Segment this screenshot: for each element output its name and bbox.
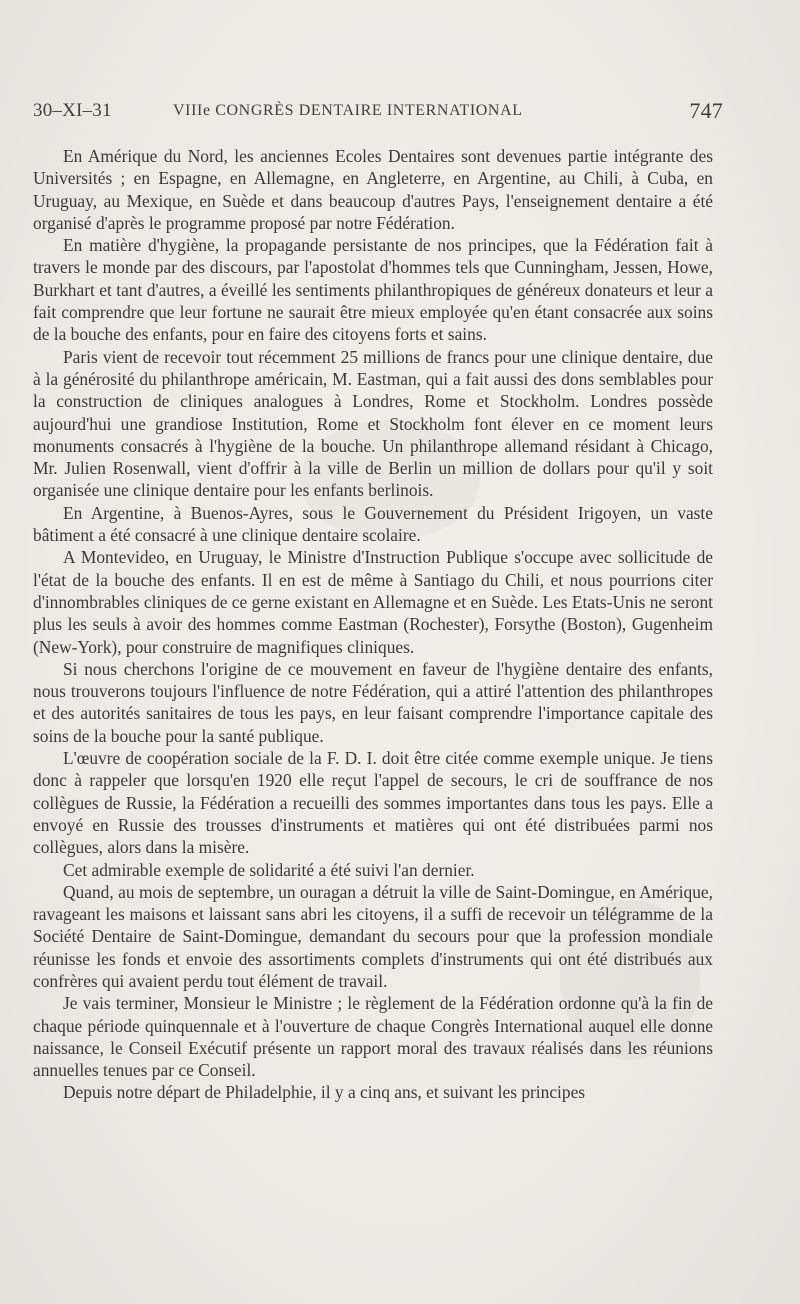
paragraph: Cet admirable exemple de solidarité a été suivi l'an dernier.: [63, 859, 475, 880]
paragraph: En matière d'hygiène, la propagande persistante de nos principes, que la Fédération fait à travers le monde par des discours, par l'apostolat d'hommes tels que Cunningham, Jessen, Howe, Burkhart et tant d'autres, a éveillé les sentiments philanthropiques de généreux donateurs et leur a fait comprendre que leur fortune ne saurait être mieux employée qu'en étant consacrée aux soins de la bouche des enfants, pour en faire des citoyens forts et sains.: [33, 235, 713, 345]
running-head: [33, 98, 723, 126]
paragraph: En Argentine, à Buenos-Ayres, sous le Gouvernement du Président Irigoyen, un vaste bâtiment a été consacré à une clinique dentaire scolaire.: [33, 502, 713, 546]
running-title: VIIIe CONGRÈS DENTAIRE INTERNATIONAL: [173, 102, 523, 119]
session-date: 30–XI–31: [33, 100, 112, 121]
paragraph: Quand, au mois de septembre, un ouragan a détruit la ville de Saint-Domingue, en Amérique, ravageant les maisons et laissant sans abri les citoyens, il a suffi de recevoir un télégramme de la Société Dentaire de Saint-Domingue, demandant du secours pour que la profession mondiale réunisse les fonds et envoie des assortiments complets d'instruments qui ont été distribués aux confrères qui avaient perdu tout élément de travail.: [33, 881, 713, 991]
paragraph: Depuis notre départ de Philadelphie, il y a cinq ans, et suivant les principes: [63, 1082, 586, 1103]
paragraph: A Montevideo, en Uruguay, le Ministre d'Instruction Publique s'occupe avec sollicitude de l'état de la bouche des enfants. Il en est de même à Santiago du Chili, et nous pourrions citer d'innombrables cliniques de ce gerne existant en Allemagne et en Suède. Les Etats-Unis ne seront plus les seuls à avoir des hommes comme Eastman (Rochester), Forsythe (Boston), Gugenheim (New-York), pour construire de magnifiques cliniques.: [33, 547, 713, 657]
paragraph: En Amérique du Nord, les anciennes Ecoles Dentaires sont devenues partie intégrante des Universités ; en Espagne, en Allemagne, en Angleterre, en Argentine, au Chili, à Cuba, en Uruguay, au Mexique, en Suède et dans beaucoup d'autres Pays, l'enseignement dentaire a été organisé d'après le programme proposé par notre Fédération.: [33, 146, 713, 233]
paragraph: Si nous cherchons l'origine de ce mouvement en faveur de l'hygiène dentaire des enfants, nous trouverons toujours l'influence de notre Fédération, qui a attiré l'attention des philanthropes et des autorités sanitaires de tous les pays, en leur faisant comprendre l'importance capitale des soins de la bouche pour la santé publique.: [33, 658, 713, 746]
page-number: 747: [689, 98, 723, 123]
paragraph: L'œuvre de coopération sociale de la F. D. I. doit être citée comme exemple unique. Je tiens donc à rappeler que lorsqu'en 1920 elle reçut l'appel de secours, le cri de souffrance de nos collègues de Russie, la Fédération a recueilli des sommes importantes dans tous les pays. Elle a envoyé en Russie des trousses d'instruments et matières qui ont été distribuées parmi nos collègues, alors dans la misère.: [33, 748, 713, 858]
paragraph: Paris vient de recevoir tout récemment 25 millions de francs pour une clinique dentaire, due à la générosité du philanthrope américain, M. Eastman, qui a fait aussi des dons semblables pour la construction de cliniques analogues à Londres, Rome et Stockholm. Londres possède aujourd'hui une grandiose Institution, Rome et Stockholm font élever en ce moment leurs monuments consacrés à l'hygiène de la bouche. Un philanthrope allemand résidant à Chicago, Mr. Julien Rosenwall, vient d'offrir à la ville de Berlin un million de dollars pour qu'il y soit organisée une clinique dentaire pour les enfants berlinois.: [33, 346, 713, 501]
body-text: [33, 145, 713, 1104]
paragraph: Je vais terminer, Monsieur le Ministre ; le règlement de la Fédération ordonne qu'à la fin de chaque période quinquennale et à l'ouverture de chaque Congrès International auquel elle donne naissance, le Conseil Exécutif présente un rapport moral des travaux réalisés dans les réunions annuelles tenues par ce Conseil.: [33, 993, 713, 1081]
